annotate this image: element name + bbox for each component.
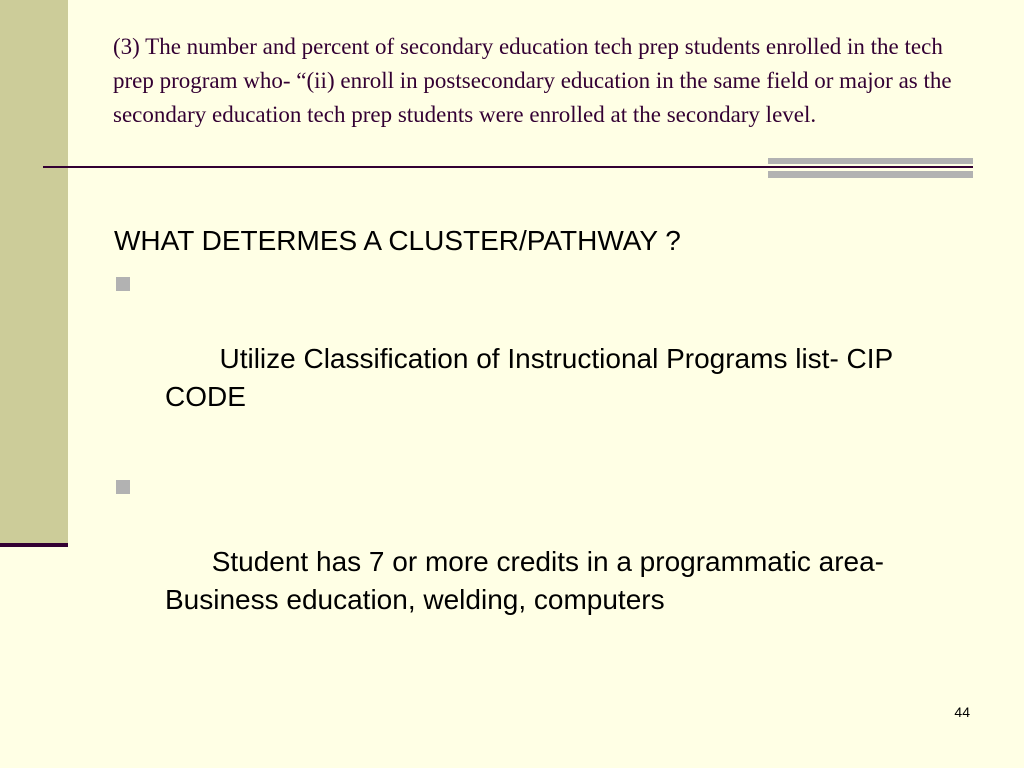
bullet-item-2: [114, 467, 954, 657]
slide-title: (3) The number and percent of secondary education tech prep students enrolled in the tech prep program who- “(ii) enroll in postsecondary education in the same field or major as the secondary education tech prep students were enrolled at the secondary level.: [113, 34, 952, 127]
slide-body: [114, 222, 954, 670]
bullet-list: [114, 264, 954, 657]
bullet-text-1: Utilize Classification of Instructional Programs list- CIP CODE: [165, 343, 901, 412]
accent-bar-top: [768, 158, 973, 164]
left-decorative-band: [0, 0, 68, 546]
square-bullet-icon: [116, 480, 130, 494]
title-divider: [43, 166, 973, 168]
accent-bar-bottom: [768, 171, 973, 178]
bullet-text-2: Student has 7 or more credits in a programmatic area-Business education, welding, computers: [165, 546, 884, 615]
left-band-rule: [0, 543, 68, 547]
square-bullet-icon: [116, 277, 130, 291]
bullet-item-1: [114, 264, 954, 454]
body-heading: WHAT DETERMES A CLUSTER/PATHWAY ?: [114, 225, 681, 256]
slide-number: 44: [954, 704, 970, 720]
